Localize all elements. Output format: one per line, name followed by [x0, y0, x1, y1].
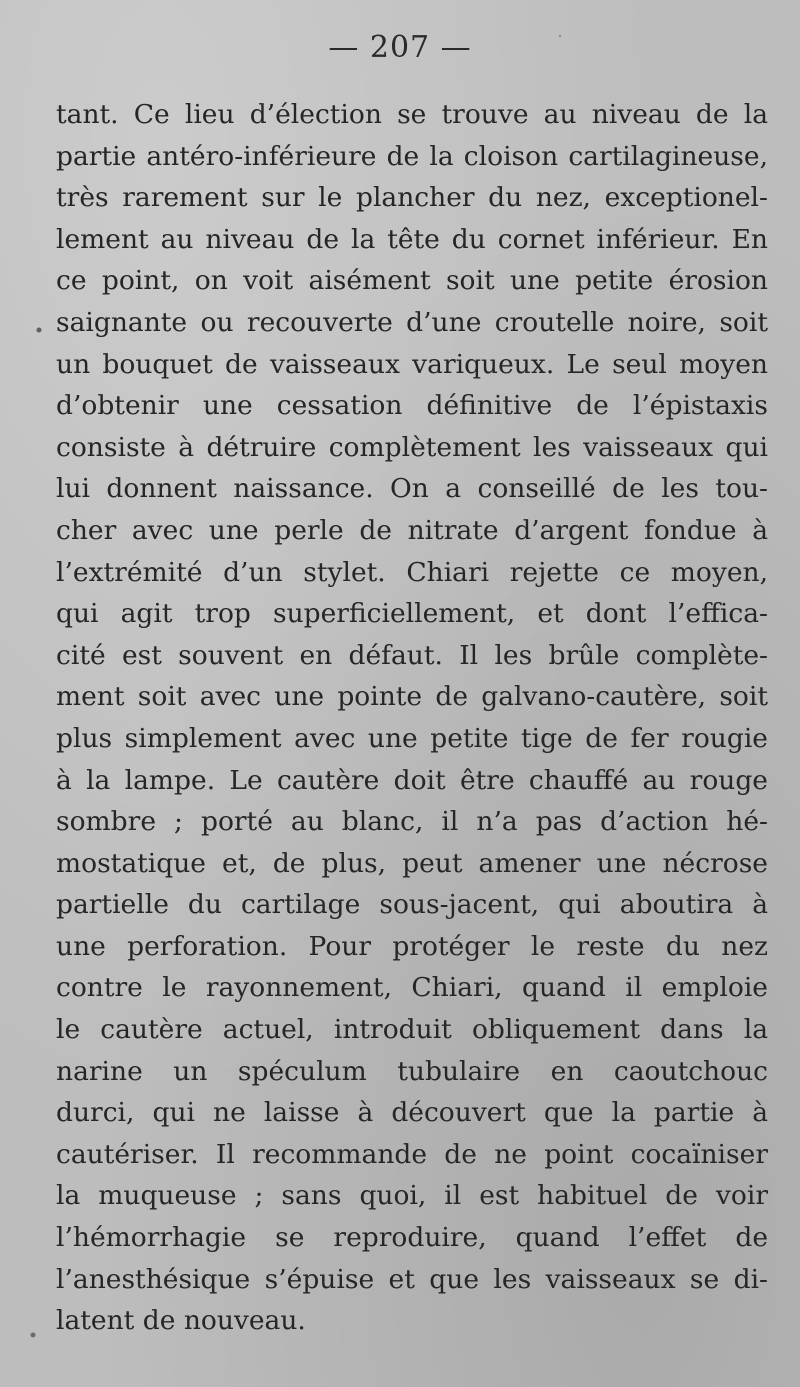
text-line: partielle du cartilage sous-jacent, qui aboutira à — [56, 889, 768, 921]
body-text — [56, 94, 768, 1342]
text-line: qui agit trop superficiellement, et dont l’effica- — [56, 598, 768, 630]
text-line: lui donnent naissance. On a conseillé de les tou- — [56, 473, 768, 505]
text-line: la muqueuse ; sans quoi, il est habituel de voir — [56, 1180, 768, 1212]
text-line: consiste à détruire complètement les vaisseaux qui — [56, 431, 768, 463]
text-line: saignante ou recouverte d’une croutelle noire, soit — [56, 306, 768, 338]
text-line: partie antéro-inférieure de la cloison cartilagineuse, — [56, 140, 768, 172]
text-line: lement au niveau de la tête du cornet inférieur. En — [56, 223, 768, 255]
text-line: ment soit avec une pointe de galvano-cautère, soit — [56, 681, 768, 713]
text-line: l’hémorrhagie se reproduire, quand l’effet de — [56, 1222, 768, 1254]
text-line: ce point, on voit aisément soit une petite érosion — [56, 265, 768, 297]
text-line: tant. Ce lieu d’élection se trouve au niveau de la — [56, 99, 768, 130]
text-line: l’anesthésique s’épuise et que les vaisseaux se di- — [56, 1263, 768, 1295]
text-line: plus simplement avec une petite tige de fer rougie — [56, 722, 768, 754]
text-line-last: latent de nouveau. — [56, 1305, 306, 1337]
text-line: le cautère actuel, introduit obliquement dans la — [56, 1014, 768, 1046]
text-line: contre le rayonnement, Chiari, quand il emploie — [56, 972, 768, 1004]
text-line: cher avec une perle de nitrate d’argent fondue à — [56, 514, 768, 546]
text-line: une perforation. Pour protéger le reste du nez — [56, 930, 768, 962]
text-line: mostatique et, de plus, peut amener une nécrose — [56, 847, 768, 879]
text-line: un bouquet de vaisseaux variqueux. Le seul moyen — [56, 348, 768, 380]
text-line: cautériser. Il recommande de ne point cocaïniser — [56, 1138, 768, 1170]
text-line: narine un spéculum tubulaire en caoutchouc — [56, 1055, 768, 1087]
text-line: d’obtenir une cessation définitive de l’épistaxis — [56, 390, 768, 422]
page-number: — 207 — — [328, 30, 472, 65]
text-line: durci, qui ne laisse à découvert que la partie à — [56, 1097, 768, 1129]
text-line: l’extrémité d’un stylet. Chiari rejette ce moyen, — [56, 556, 768, 588]
text-line: sombre ; porté au blanc, il n’a pas d’action hé- — [56, 806, 768, 838]
text-line: très rarement sur le plancher du nez, exceptionel- — [56, 182, 768, 214]
text-line: à la lampe. Le cautère doit être chauffé au rouge — [56, 764, 768, 796]
text-line: cité est souvent en défaut. Il les brûle complète- — [56, 639, 768, 671]
